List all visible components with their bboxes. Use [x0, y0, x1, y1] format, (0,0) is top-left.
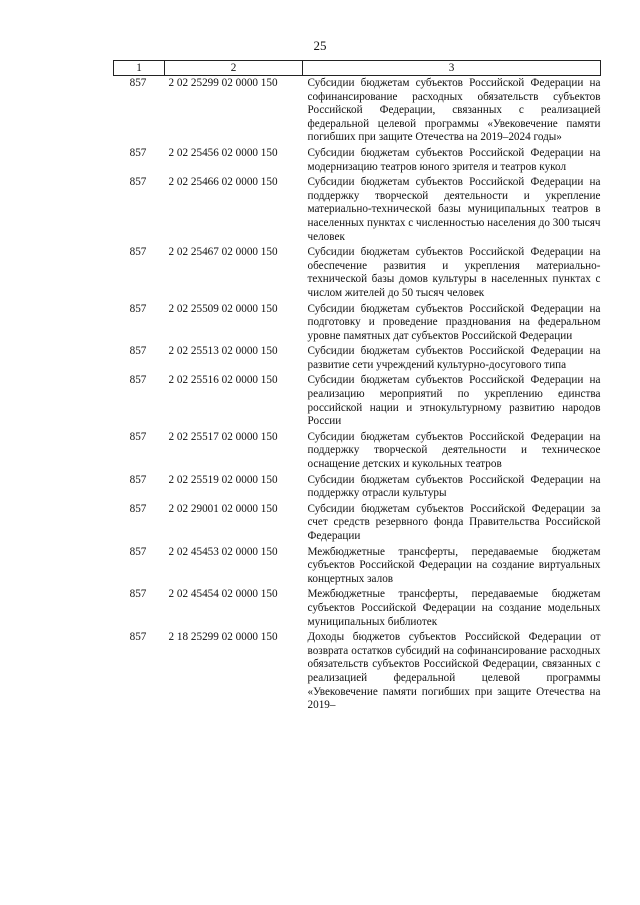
column-header-3: 3 [303, 61, 601, 76]
income-name-cell: Доходы бюджетов субъектов Российской Федерации от возврата остатков субсидий на софинансирование расходных обязательств субъектов Российской Федерации, связанных с реализацией федеральной целевой программы «Увековечение памяти погибших при защите Отечества на 2019– [307, 631, 601, 712]
income-name-cell: Субсидии бюджетам субъектов Российской Федерации на развитие сети учреждений культурно-досугового типа [307, 345, 601, 371]
budget-code-cell: 2 02 45454 02 0000 150 [168, 588, 278, 601]
table-body [114, 76, 601, 714]
table-header [114, 61, 601, 76]
table-row [114, 146, 601, 175]
admin-code-cell: 857 [129, 374, 147, 387]
table-row [114, 502, 601, 545]
budget-code-cell: 2 02 25513 02 0000 150 [168, 345, 278, 358]
admin-code-cell: 857 [129, 246, 147, 259]
admin-code-cell: 857 [129, 176, 147, 189]
budget-code-cell: 2 02 45453 02 0000 150 [168, 545, 278, 558]
table-row [114, 430, 601, 473]
income-name-cell: Субсидии бюджетам субъектов Российской Федерации на софинансирование расходных обязательств субъектов Российской Федерации, связанных с реализацией федеральной целевой программы «Увековечение памяти погибших при защите Отечества на 2019–2024 годы» [307, 77, 601, 144]
income-name-cell: Субсидии бюджетам субъектов Российской Федерации на поддержку отрасли культуры [307, 473, 601, 500]
column-header-2: 2 [165, 61, 303, 76]
budget-code-cell: 2 02 25516 02 0000 150 [168, 374, 278, 387]
income-name-cell: Субсидии бюджетам субъектов Российской Федерации на обеспечение развития и укрепления материально-технической базы домов культуры в населенных пунктах с числом жителей до 50 тысяч человек [307, 246, 601, 299]
admin-code-cell: 857 [129, 146, 147, 159]
budget-code-cell: 2 18 25299 02 0000 150 [168, 631, 278, 644]
admin-code-cell: 857 [129, 302, 147, 315]
table-row [114, 76, 601, 146]
income-name-cell: Субсидии бюджетам субъектов Российской Федерации на поддержку творческой деятельности и техническое оснащение детских и кукольных театров [307, 430, 601, 471]
budget-code-cell: 2 02 25517 02 0000 150 [168, 430, 278, 443]
budget-code-cell: 2 02 25299 02 0000 150 [168, 77, 278, 89]
page-number: 25 [313, 38, 327, 53]
admin-code-cell: 857 [129, 631, 147, 644]
admin-code-cell: 857 [129, 77, 147, 89]
table-row [114, 344, 601, 373]
income-name-cell: Межбюджетные трансферты, передаваемые бюджетам субъектов Российской Федерации на создание виртуальных концертных залов [307, 545, 601, 585]
admin-code-cell: 857 [129, 345, 147, 358]
income-name-cell: Субсидии бюджетам субъектов Российской Федерации на поддержку творческой деятельности и укрепление материально-технической базы муниципальных театров в населенных пунктах с численностью населения до 300 тысяч человек [307, 176, 601, 243]
budget-code-cell: 2 02 25519 02 0000 150 [168, 473, 278, 486]
table-row [114, 630, 601, 714]
budget-code-cell: 2 02 25467 02 0000 150 [168, 246, 278, 259]
admin-code-cell: 857 [129, 502, 147, 515]
income-name-cell: Субсидии бюджетам субъектов Российской Федерации на подготовку и проведение празднования на федеральном уровне памятных дат субъектов Российской Федерации [307, 302, 601, 342]
admin-code-cell: 857 [129, 473, 147, 486]
admin-code-cell: 857 [129, 430, 147, 443]
table-row [114, 245, 601, 301]
table-row [114, 587, 601, 630]
column-header-1: 1 [114, 61, 165, 76]
income-name-cell: Субсидии бюджетам субъектов Российской Федерации на реализацию мероприятий по укреплению единства российской нации и этнокультурному развитию народов России [307, 374, 601, 428]
budget-code-cell: 2 02 29001 02 0000 150 [168, 502, 278, 515]
admin-code-cell: 857 [129, 545, 147, 558]
income-name-cell: Субсидии бюджетам субъектов Российской Федерации на модернизацию театров юного зрителя и театров кукол [307, 146, 601, 173]
table-row [114, 473, 601, 502]
income-name-cell: Субсидии бюджетам субъектов Российской Федерации за счет средств резервного фонда Правительства Российской Федерации [307, 502, 601, 542]
budget-code-cell: 2 02 25466 02 0000 150 [168, 176, 278, 189]
table-row [114, 545, 601, 588]
table-row [114, 175, 601, 245]
budget-code-cell: 2 02 25509 02 0000 150 [168, 302, 278, 315]
table-row [114, 373, 601, 429]
table-row [114, 302, 601, 345]
budget-code-cell: 2 02 25456 02 0000 150 [168, 146, 278, 159]
admin-code-cell: 857 [129, 588, 147, 601]
income-name-cell: Межбюджетные трансферты, передаваемые бюджетам субъектов Российской Федерации на создание модельных муниципальных библиотек [307, 588, 601, 628]
revenue-codes-table [113, 60, 601, 714]
